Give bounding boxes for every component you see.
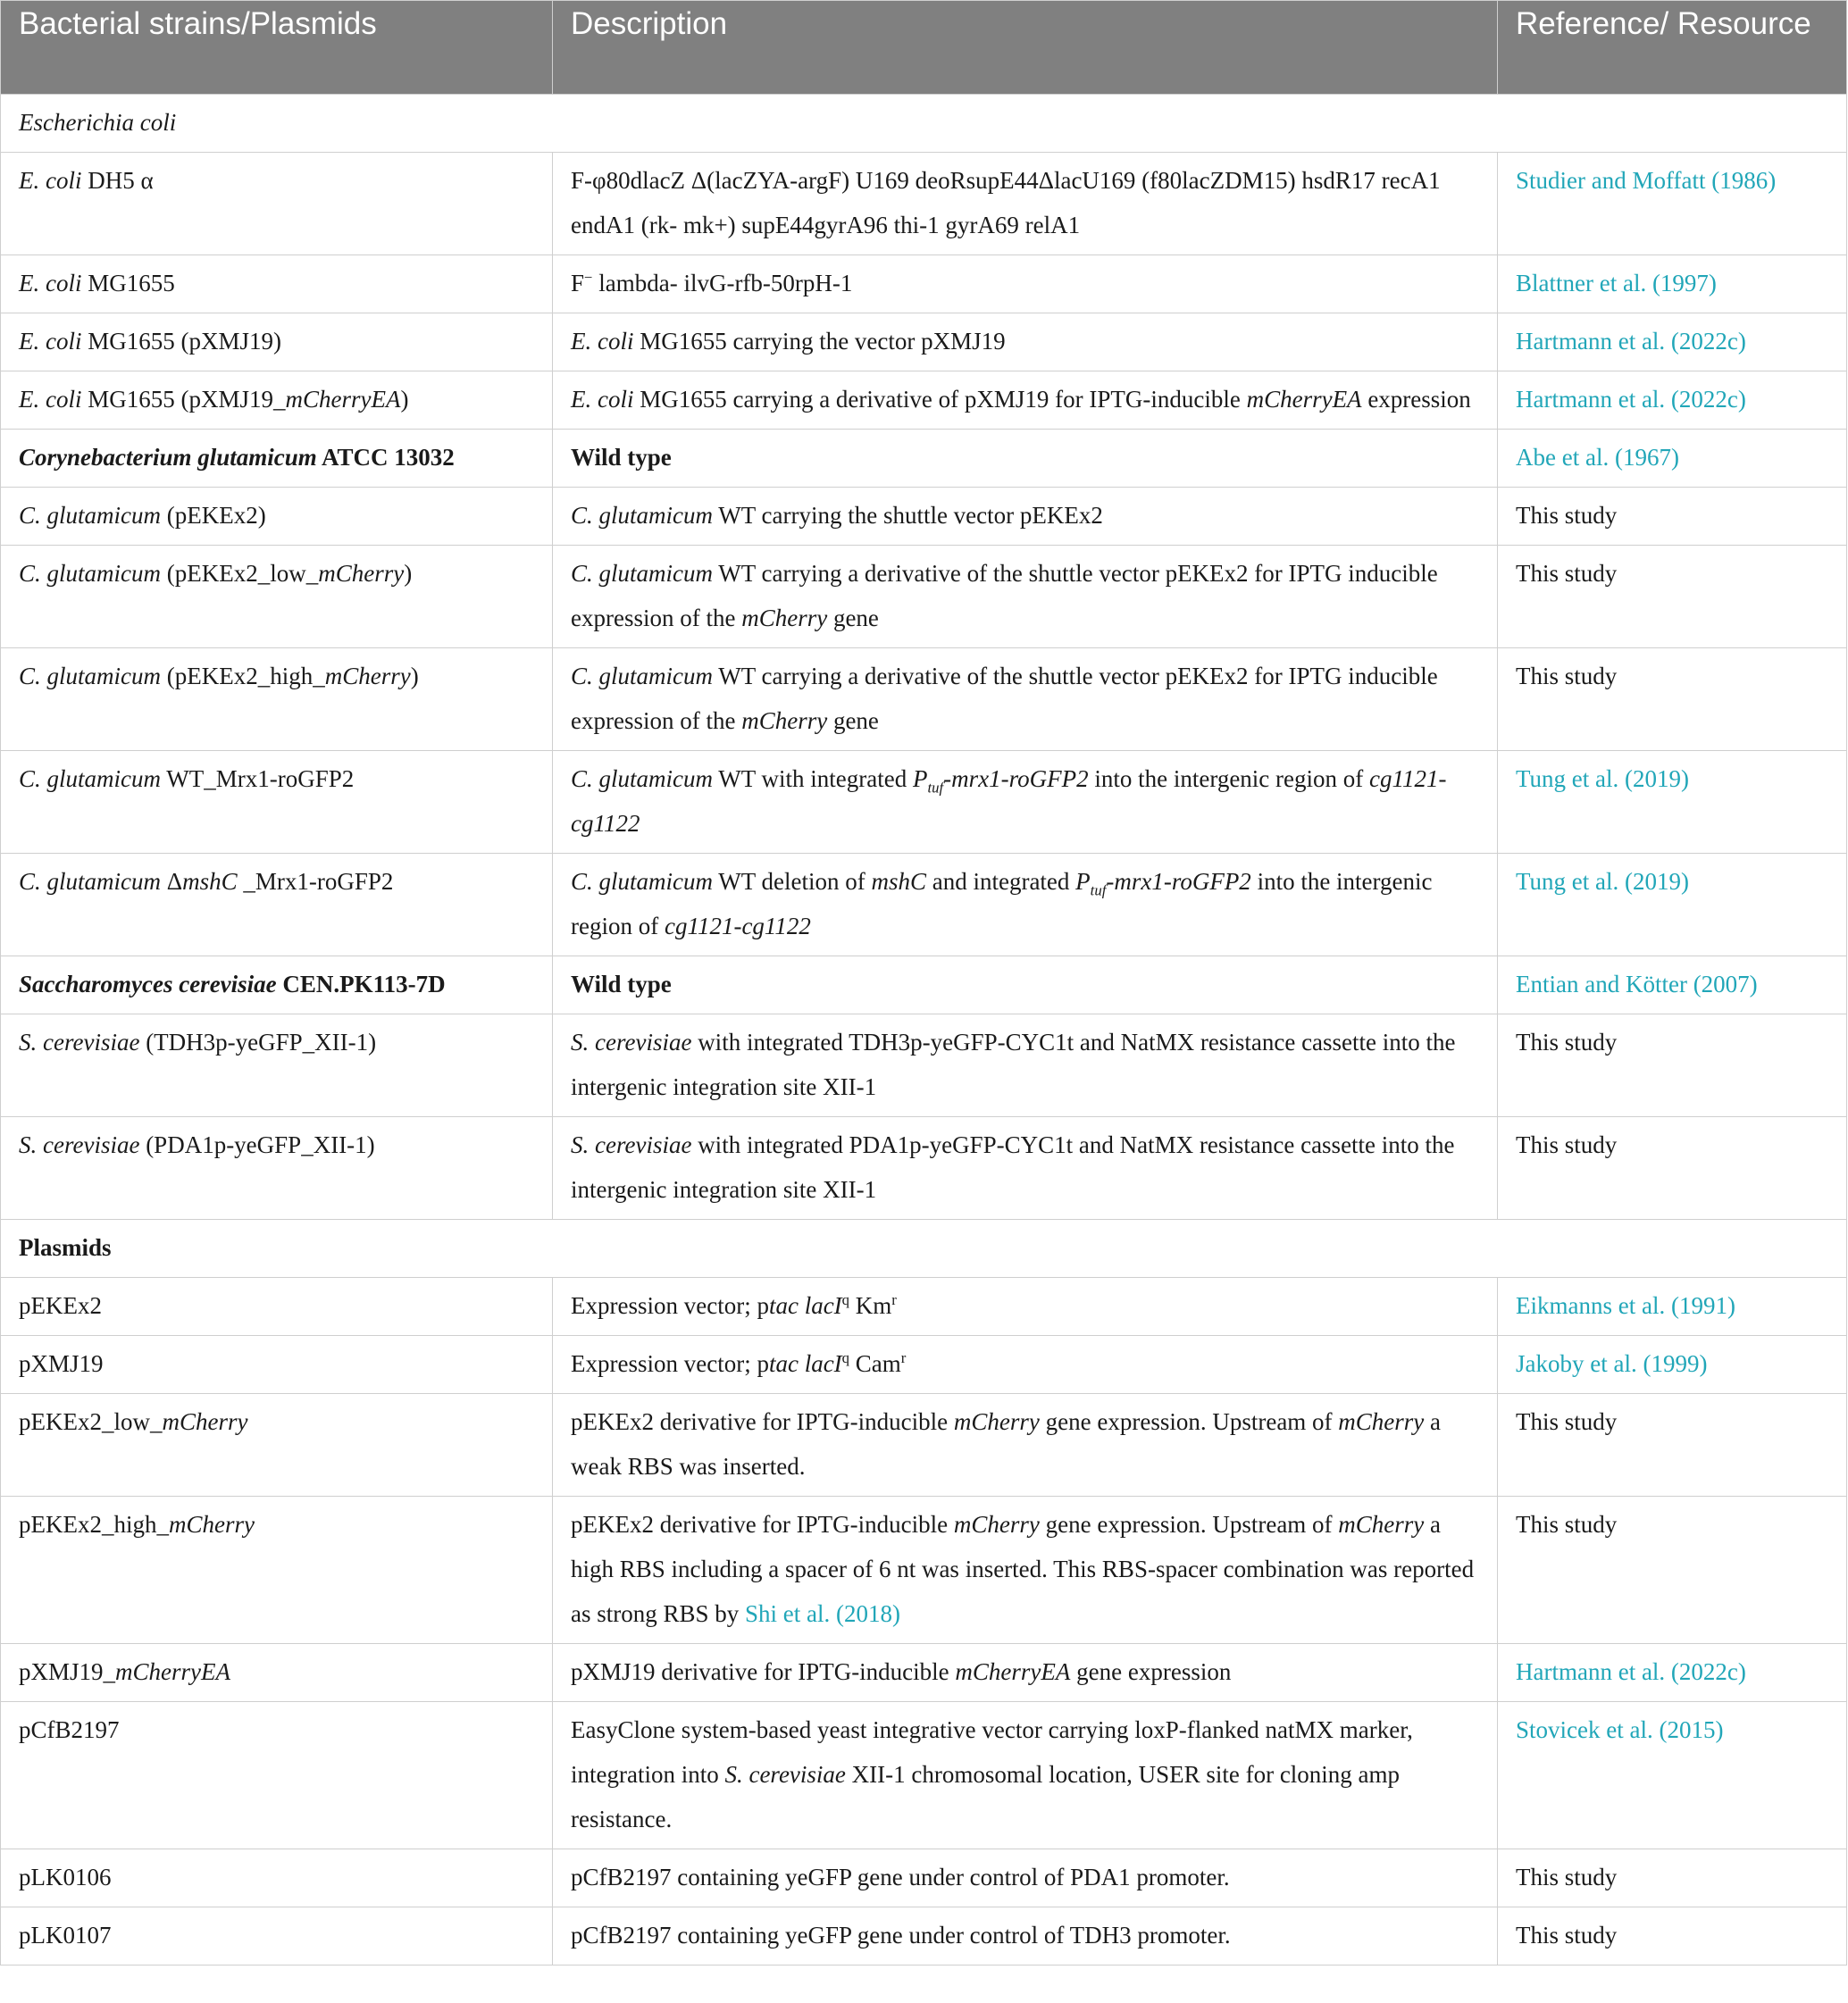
text-run: CEN.PK113-7D <box>276 971 446 997</box>
reference-cell: This study <box>1498 1117 1847 1220</box>
text-run: Corynebacterium glutamicum <box>19 444 317 471</box>
reference-cell[interactable]: Hartmann et al. (2022c) <box>1498 1644 1847 1702</box>
text-run: C. glutamicum <box>19 663 161 689</box>
text-run: Wild type <box>571 444 672 471</box>
text-run: mCherryEA <box>285 386 401 413</box>
text-run: C. glutamicum <box>571 663 713 689</box>
strain-cell <box>1 956 553 1014</box>
strain-cell <box>1 1849 553 1907</box>
text-run: pXMJ19_ <box>19 1658 116 1685</box>
table-row <box>1 255 1847 313</box>
text-run: gene <box>827 605 879 631</box>
strain-cell <box>1 1014 553 1117</box>
table-row <box>1 313 1847 371</box>
reference-cell[interactable]: Stovicek et al. (2015) <box>1498 1702 1847 1849</box>
text-run: pEKEx2 derivative for IPTG-inducible <box>571 1408 954 1435</box>
strain-cell <box>1 1497 553 1644</box>
text-run: C. glutamicum <box>19 868 161 895</box>
reference-cell[interactable]: Tung et al. (2019) <box>1498 854 1847 956</box>
text-run: E. coli <box>19 328 82 355</box>
text-run: E. coli <box>571 386 634 413</box>
citation-link[interactable]: Shi et al. (2018) <box>745 1600 901 1627</box>
strain-cell <box>1 430 553 488</box>
strain-cell <box>1 1702 553 1849</box>
text-run: (pEKEx2_high_ <box>161 663 325 689</box>
text-run: S. cerevisiae <box>724 1761 846 1788</box>
strain-cell <box>1 1394 553 1497</box>
text-run: Cam <box>849 1350 901 1377</box>
text-run: mCherry <box>324 663 411 689</box>
header-reference: Reference/ Resource <box>1498 1 1847 95</box>
text-run: C. glutamicum <box>571 765 713 792</box>
text-run: C. glutamicum <box>571 560 713 587</box>
text-run: mCherry <box>741 605 828 631</box>
text-run: Expression vector; p <box>571 1292 769 1319</box>
section-row-plasmids <box>1 1220 1847 1278</box>
table-row <box>1 1278 1847 1336</box>
text-run: into the intergenic region of <box>1088 765 1370 792</box>
text-run: ATCC 13032 <box>316 444 455 471</box>
header-description: Description <box>553 1 1498 95</box>
table-row <box>1 546 1847 648</box>
text-run: − <box>584 269 593 286</box>
text-run: mshC <box>182 868 238 895</box>
text-run: tac lacI <box>768 1292 842 1319</box>
table-row <box>1 1336 1847 1394</box>
text-run: WT carrying a derivative of the shuttle vector pEKEx2 for IPTG inducible expression of the <box>571 560 1438 631</box>
text-run: into the intergenic region of <box>571 868 1433 939</box>
text-run: mCherry <box>318 560 405 587</box>
text-run: WT_Mrx1-roGFP2 <box>161 765 355 792</box>
text-run: expression <box>1361 386 1471 413</box>
strain-cell <box>1 1644 553 1702</box>
text-run: gene <box>827 707 879 734</box>
text-run: Δ <box>161 868 183 895</box>
reference-cell: This study <box>1498 1394 1847 1497</box>
text-run: E. coli <box>19 386 82 413</box>
text-run: F <box>571 270 585 296</box>
table-row <box>1 1117 1847 1220</box>
reference-cell[interactable]: Hartmann et al. (2022c) <box>1498 371 1847 430</box>
reference-cell: This study <box>1498 648 1847 751</box>
table-row <box>1 430 1847 488</box>
text-run: WT carrying the shuttle vector pEKEx2 <box>713 502 1103 529</box>
header-strains: Bacterial strains/Plasmids <box>1 1 553 95</box>
text-run: MG1655 (pXMJ19_ <box>81 386 286 413</box>
reference-cell[interactable]: Abe et al. (1967) <box>1498 430 1847 488</box>
strain-cell <box>1 1336 553 1394</box>
text-run: lambda- ilvG-rfb-50rpH-1 <box>592 270 853 296</box>
table-row <box>1 956 1847 1014</box>
description-cell <box>553 371 1498 430</box>
description-cell <box>553 255 1498 313</box>
text-run: gene expression. Upstream of <box>1039 1511 1339 1538</box>
section-label-plasmids: Plasmids <box>1 1220 1847 1278</box>
text-run: pXMJ19 <box>19 1350 104 1377</box>
description-cell <box>553 1278 1498 1336</box>
reference-cell: This study <box>1498 488 1847 546</box>
strain-cell <box>1 153 553 255</box>
text-run: Wild type <box>571 971 672 997</box>
text-run: MG1655 (pXMJ19) <box>81 328 281 355</box>
text-run: pCfB2197 containing yeGFP gene under control of PDA1 promoter. <box>571 1864 1230 1890</box>
text-run: pLK0107 <box>19 1922 112 1949</box>
text-run: tuf <box>927 779 944 797</box>
text-run: cg1121-cg1122 <box>664 913 811 939</box>
text-run: with integrated TDH3p-yeGFP-CYC1t and NatMX resistance cassette into the intergenic integration site XII-1 <box>571 1029 1456 1100</box>
table-row <box>1 751 1847 854</box>
description-cell <box>553 430 1498 488</box>
text-run: WT deletion of <box>713 868 872 895</box>
table-row <box>1 1014 1847 1117</box>
description-cell <box>553 648 1498 751</box>
text-run: F-φ80dlacZ Δ(lacZYA-argF) U169 deoRsupE44ΔlacU169 (f80lacZDM15) hsdR17 recA1 endA1 (rk- mk+) supE44gyrA96 thi-1 gyrA69 relA1 <box>571 167 1441 238</box>
text-run: mCherry <box>741 707 828 734</box>
description-cell <box>553 153 1498 255</box>
text-run: XII-1 chromosomal location, USER site for cloning amp resistance. <box>571 1761 1401 1832</box>
table-row <box>1 488 1847 546</box>
text-run: pEKEx2_low_ <box>19 1408 163 1435</box>
header-row <box>1 1 1847 95</box>
text-run: mCherryEA <box>1246 386 1362 413</box>
text-run: -mrx1-roGFP2 <box>943 765 1089 792</box>
strain-cell <box>1 1117 553 1220</box>
text-run: ) <box>400 386 409 413</box>
reference-cell[interactable]: Blattner et al. (1997) <box>1498 255 1847 313</box>
text-run: a weak RBS was inserted. <box>571 1408 1442 1480</box>
reference-cell: This study <box>1498 1014 1847 1117</box>
text-run: tac lacI <box>768 1350 842 1377</box>
strain-cell <box>1 371 553 430</box>
table-row <box>1 1394 1847 1497</box>
text-run: with integrated PDA1p-yeGFP-CYC1t and NatMX resistance cassette into the intergenic integration site XII-1 <box>571 1131 1455 1203</box>
description-cell <box>553 488 1498 546</box>
text-run: mCherry <box>953 1511 1040 1538</box>
description-cell <box>553 1117 1498 1220</box>
text-run: (TDH3p-yeGFP_XII-1) <box>139 1029 377 1056</box>
text-run: a high RBS including a spacer of 6 nt was inserted. This RBS-spacer combination was reported as strong RBS by <box>571 1511 1475 1627</box>
text-run: r <box>900 1349 907 1366</box>
text-run: cg1121-cg1122 <box>571 765 1447 837</box>
text-run: C. glutamicum <box>571 868 713 895</box>
description-cell <box>553 854 1498 956</box>
description-cell <box>553 546 1498 648</box>
text-run: Saccharomyces cerevisiae <box>19 971 277 997</box>
reference-cell[interactable]: Hartmann et al. (2022c) <box>1498 313 1847 371</box>
table-row <box>1 1702 1847 1849</box>
reference-cell: This study <box>1498 1849 1847 1907</box>
text-run: DH5 α <box>81 167 154 194</box>
reference-cell[interactable]: Jakoby et al. (1999) <box>1498 1336 1847 1394</box>
section-row-ecoli <box>1 95 1847 153</box>
text-run: C. glutamicum <box>19 765 161 792</box>
text-run: mCherry <box>169 1511 255 1538</box>
text-run: S. cerevisiae <box>19 1029 140 1056</box>
section-label-ecoli: Escherichia coli <box>1 95 1847 153</box>
reference-cell: This study <box>1498 546 1847 648</box>
text-run: C. glutamicum <box>571 502 713 529</box>
text-run: mshC <box>871 868 926 895</box>
text-run: Expression vector; p <box>571 1350 769 1377</box>
description-cell <box>553 956 1498 1014</box>
description-cell <box>553 1849 1498 1907</box>
description-cell <box>553 1497 1498 1644</box>
text-run: mCherry <box>162 1408 248 1435</box>
strain-cell <box>1 648 553 751</box>
strain-cell <box>1 1278 553 1336</box>
description-cell <box>553 1702 1498 1849</box>
table-row <box>1 648 1847 751</box>
reference-cell: This study <box>1498 1497 1847 1644</box>
description-cell <box>553 1644 1498 1702</box>
text-run: pEKEx2_high_ <box>19 1511 169 1538</box>
reference-cell[interactable]: Tung et al. (2019) <box>1498 751 1847 854</box>
table-body <box>1 95 1847 1965</box>
text-run: pEKEx2 <box>19 1292 102 1319</box>
strain-cell <box>1 255 553 313</box>
strain-cell <box>1 313 553 371</box>
text-run: mCherry <box>1338 1511 1425 1538</box>
strain-cell <box>1 546 553 648</box>
text-run: Km <box>849 1292 892 1319</box>
description-cell <box>553 1394 1498 1497</box>
table-row <box>1 1907 1847 1965</box>
text-run: E. coli <box>19 167 82 194</box>
reference-cell[interactable]: Eikmanns et al. (1991) <box>1498 1278 1847 1336</box>
text-run: P <box>1075 868 1091 895</box>
text-run: pCfB2197 <box>19 1716 120 1743</box>
text-run: MG1655 carrying the vector pXMJ19 <box>633 328 1006 355</box>
text-run: P <box>912 765 928 792</box>
text-run: MG1655 <box>81 270 175 296</box>
text-run: mCherry <box>953 1408 1040 1435</box>
text-run: mCherry <box>1338 1408 1425 1435</box>
text-run: WT with integrated <box>713 765 913 792</box>
text-run: (pEKEx2_low_ <box>161 560 319 587</box>
table-row <box>1 153 1847 255</box>
strain-cell <box>1 751 553 854</box>
description-cell <box>553 751 1498 854</box>
strain-cell <box>1 854 553 956</box>
text-run: gene expression. Upstream of <box>1039 1408 1339 1435</box>
text-run: mCherryEA <box>115 1658 230 1685</box>
text-run: (pEKEx2) <box>161 502 266 529</box>
text-run: mCherryEA <box>955 1658 1071 1685</box>
strain-cell <box>1 488 553 546</box>
text-run: EasyClone system-based yeast integrative vector carrying loxP-flanked natMX marker, integration into <box>571 1716 1413 1788</box>
description-cell <box>553 1336 1498 1394</box>
text-run: pXMJ19 derivative for IPTG-inducible <box>571 1658 956 1685</box>
table-row <box>1 1849 1847 1907</box>
table-row <box>1 371 1847 430</box>
text-run: (PDA1p-yeGFP_XII-1) <box>139 1131 375 1158</box>
table-row <box>1 1497 1847 1644</box>
description-cell <box>553 1014 1498 1117</box>
table-header <box>1 1 1847 95</box>
text-run: S. cerevisiae <box>19 1131 140 1158</box>
description-cell <box>553 1907 1498 1965</box>
text-run: gene expression <box>1070 1658 1232 1685</box>
strain-cell <box>1 1907 553 1965</box>
text-run: pLK0106 <box>19 1864 112 1890</box>
text-run: C. glutamicum <box>19 560 161 587</box>
text-run: _Mrx1-roGFP2 <box>237 868 394 895</box>
text-run: MG1655 carrying a derivative of pXMJ19 for IPTG-inducible <box>633 386 1247 413</box>
table-row <box>1 854 1847 956</box>
text-run: -mrx1-roGFP2 <box>1106 868 1251 895</box>
text-run: tuf <box>1090 881 1107 899</box>
text-run: E. coli <box>19 270 82 296</box>
description-cell <box>553 313 1498 371</box>
reference-cell[interactable]: Entian and Kötter (2007) <box>1498 956 1847 1014</box>
reference-cell[interactable]: Studier and Moffatt (1986) <box>1498 153 1847 255</box>
text-run: pCfB2197 containing yeGFP gene under control of TDH3 promoter. <box>571 1922 1231 1949</box>
text-run: ) <box>404 560 413 587</box>
text-run: E. coli <box>571 328 634 355</box>
text-run: r <box>891 1291 897 1308</box>
text-run: q <box>841 1291 850 1308</box>
text-run: pEKEx2 derivative for IPTG-inducible <box>571 1511 954 1538</box>
text-run: q <box>841 1349 850 1366</box>
text-run: S. cerevisiae <box>571 1131 692 1158</box>
text-run: WT carrying a derivative of the shuttle vector pEKEx2 for IPTG inducible expression of the <box>571 663 1438 734</box>
reference-cell: This study <box>1498 1907 1847 1965</box>
text-run: ) <box>410 663 419 689</box>
text-run: C. glutamicum <box>19 502 161 529</box>
table-row <box>1 1644 1847 1702</box>
text-run: S. cerevisiae <box>571 1029 692 1056</box>
text-run: and integrated <box>925 868 1076 895</box>
